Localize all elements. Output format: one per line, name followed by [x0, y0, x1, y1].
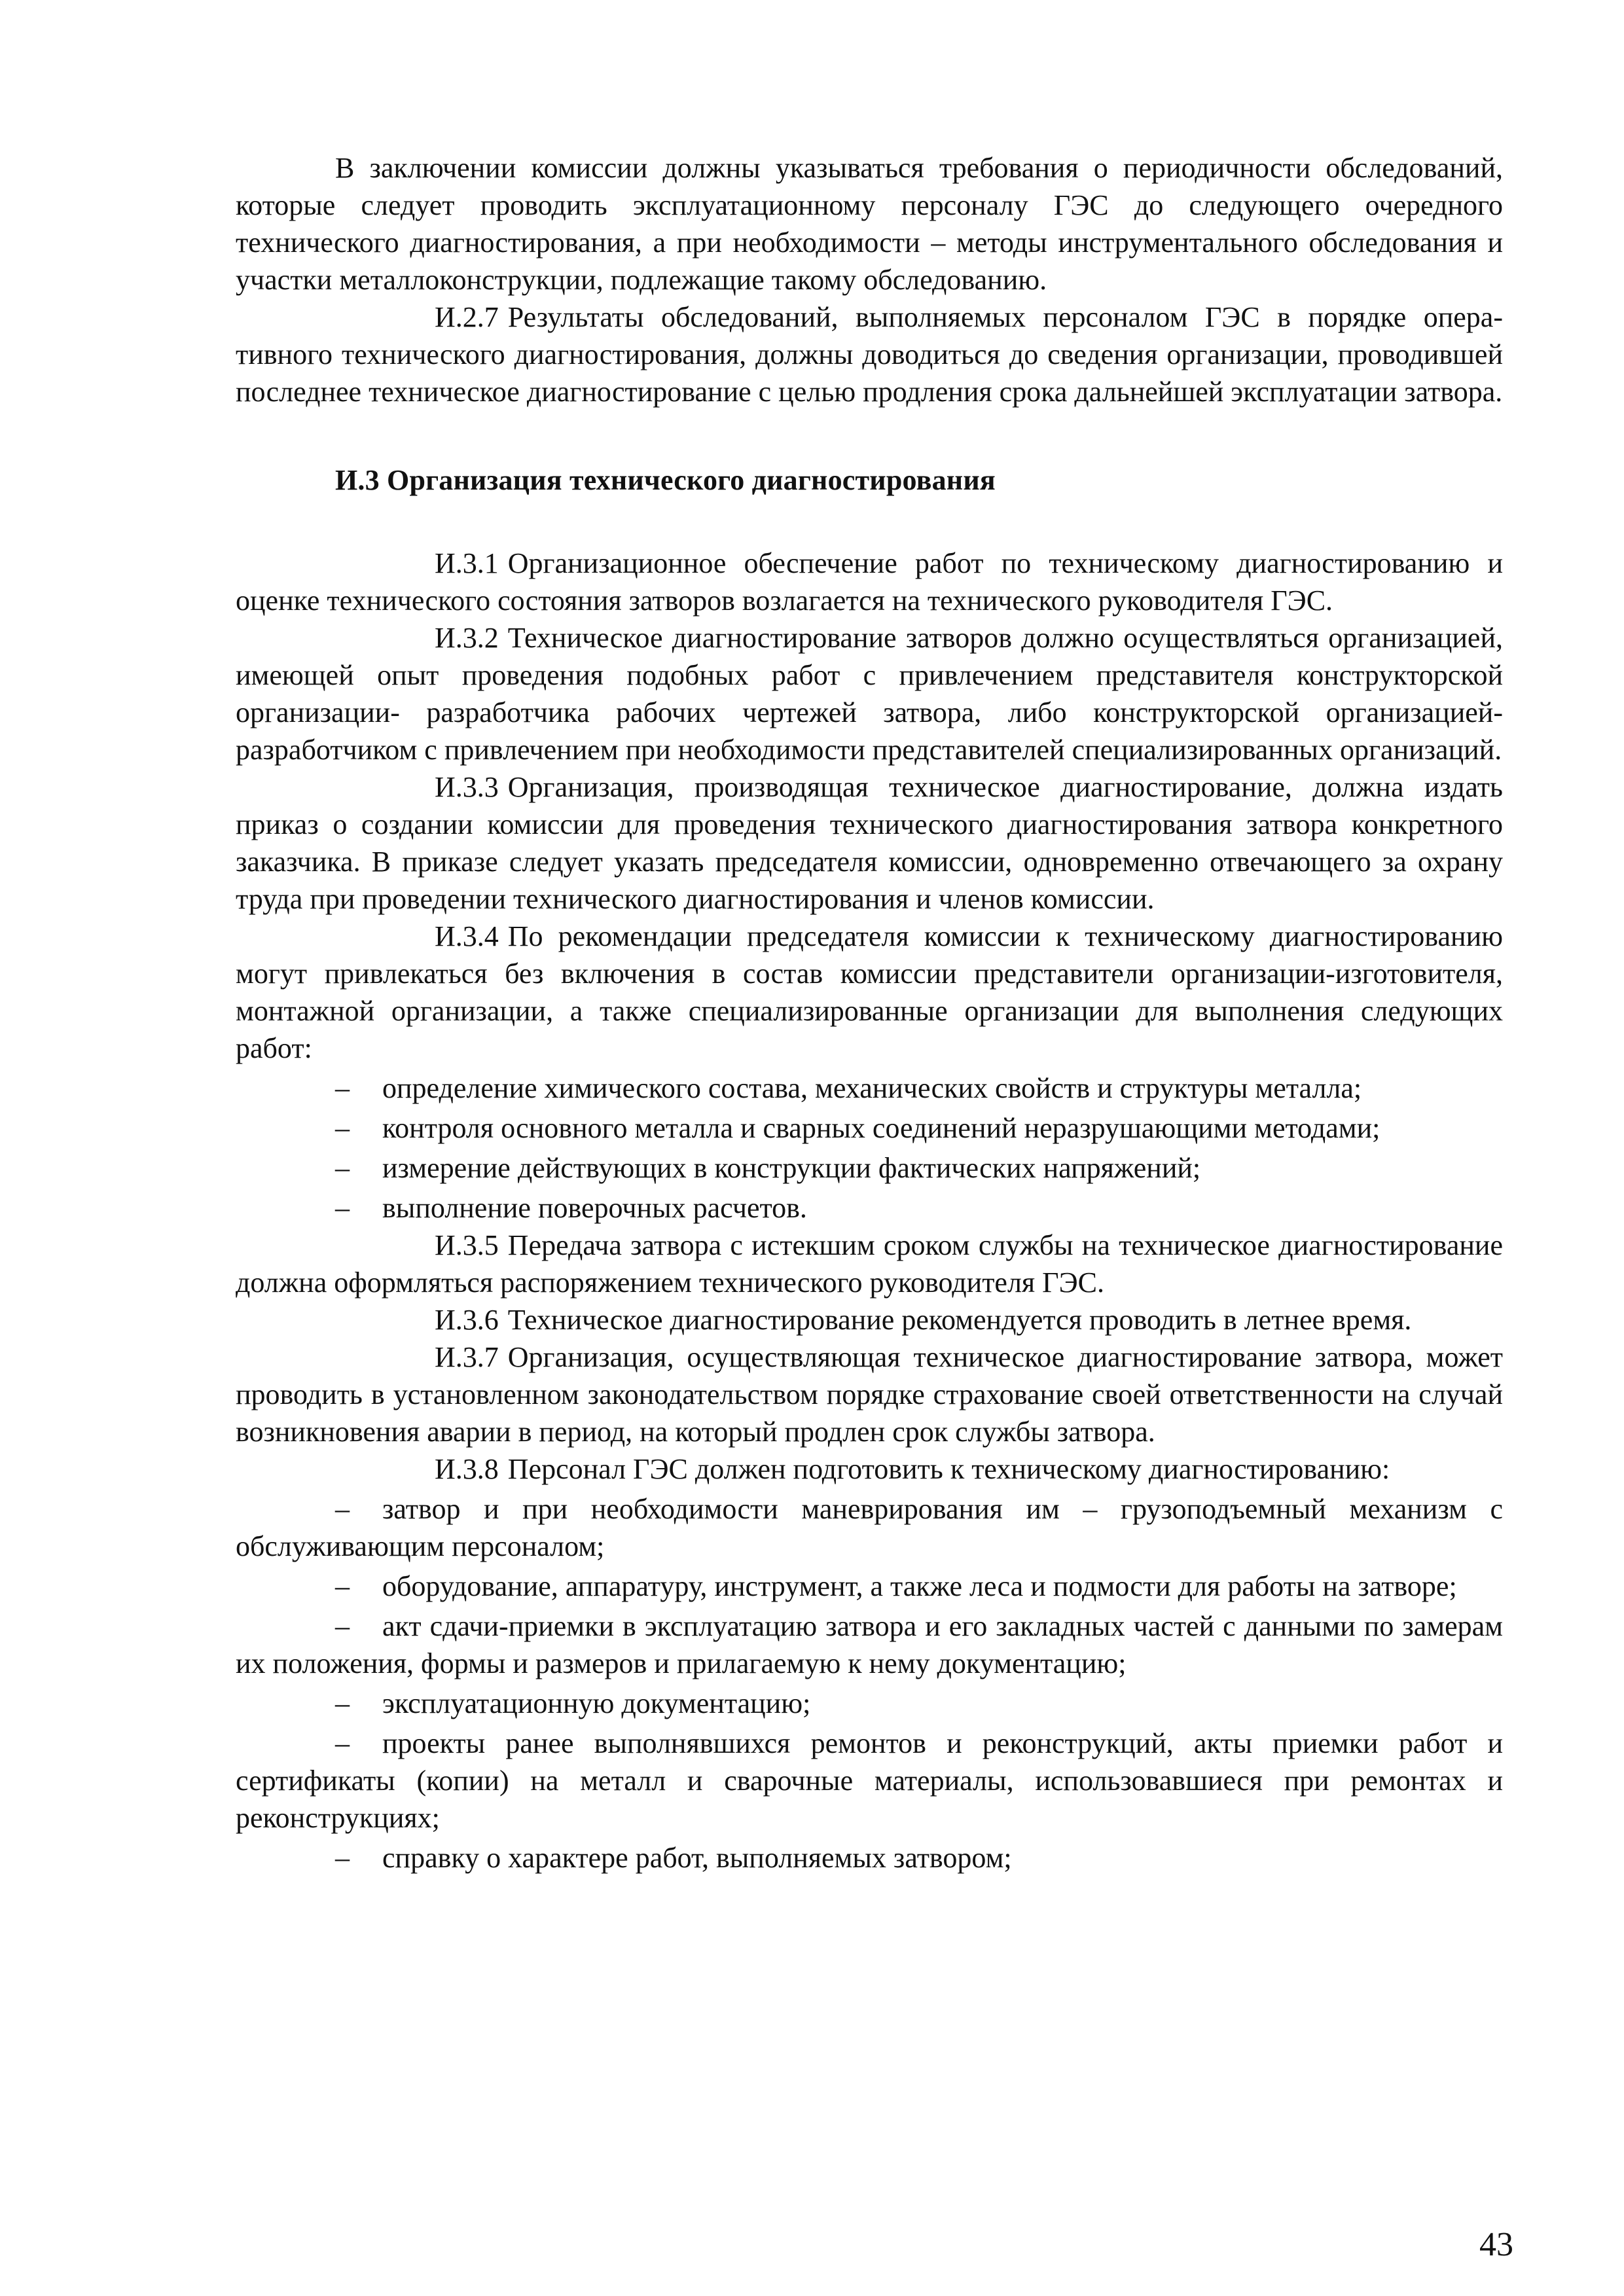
item-3-4: [236, 918, 1503, 1067]
item-3-1: [236, 545, 1503, 619]
item-number: И.3.1: [435, 547, 499, 579]
dash-marker: –: [335, 1072, 350, 1104]
dash-marker: –: [335, 1610, 350, 1642]
item-2-7: [236, 298, 1503, 410]
item-text: Организация, осуществляющая техническое диагностирование затвора, может проводить в установленном законодательством порядке страхование своей ответственности на случай возникновения аварии в период, на который продлен срок службы затвора.: [236, 1341, 1503, 1448]
list-item-text: справку о характере работ, выполняемых затвором;: [382, 1842, 1012, 1874]
item-number: И.2.7: [435, 301, 499, 333]
item-number: И.3.7: [435, 1341, 499, 1373]
list-item: [236, 1189, 1503, 1227]
item-number: И.3.2: [435, 622, 499, 654]
item-number: И.3.5: [435, 1229, 499, 1261]
item-3-2: [236, 619, 1503, 768]
dash-marker: –: [335, 1493, 350, 1525]
section-heading: И.3 Организация технического диагностирования: [335, 464, 996, 496]
list-item: [236, 1725, 1503, 1837]
item-text: По рекомендации председателя комиссии к техническому диагностированию могут привлекаться без включения в состав комиссии представители организации-изготовителя, монтажной организации, а также специализированные организации для выполнения следующих работ:: [236, 920, 1503, 1064]
list-item-text: акт сдачи-приемки в эксплуатацию затвора и его закладных частей с данными по замерам их положения, формы и размеров и прилагаемую к нему документацию;: [236, 1610, 1503, 1679]
list-item: [236, 1839, 1503, 1876]
item-number: И.3.6: [435, 1304, 499, 1336]
dash-marker: –: [335, 1112, 350, 1144]
dash-marker: –: [335, 1192, 350, 1224]
item-3-3: [236, 768, 1503, 918]
item-text: Организация, производящая техническое диагностирование, должна издать приказ о создании комиссии для проведения технического диагностирования затвора конкретного заказчика. В приказе следует указать председателя комиссии, одновременно отвечающего за охрану труда при проведении технического диагностирования и членов комиссии.: [236, 771, 1503, 915]
list-item-text: затвор и при необходимости маневрирования им – грузоподъемный механизм с обслуживающим персоналом;: [236, 1493, 1503, 1562]
list-item: [236, 1607, 1503, 1682]
item-text: Передача затвора с истекшим сроком службы на техническое диагностирование должна оформляться распоряжением технического руководителя ГЭС.: [236, 1229, 1503, 1299]
list-item: [236, 1490, 1503, 1565]
item-number: И.3.4: [435, 920, 499, 952]
item-text: Организационное обеспечение работ по техническому диагностированию и оценке технического состояния затворов возлагается на технического руководителя ГЭС.: [236, 547, 1503, 617]
item-3-8: [236, 1450, 1503, 1488]
paragraph-intro: В заключении комиссии должны указываться требования о периодичности обследований, которые следует проводить эксплуатационному персоналу ГЭС до следующего очередного технического диагностирования, а при необходимости – методы инструментального обследования и участки металлоконструкции, подлежащие такому обследованию.: [236, 152, 1503, 296]
item-text: Техническое диагностирование затворов должно осуществляться организацией, имеющей опыт проведения подобных работ с привлечением представителя конструкторской организации- разработчика рабочих чертежей затвора, либо конструкторской организацией-разработчиком с привлечением при необходимости представителей специализированных организаций.: [236, 622, 1503, 766]
item-3-5: [236, 1227, 1503, 1301]
list-item: [236, 1149, 1503, 1187]
list-item-text: эксплуатационную документацию;: [382, 1687, 811, 1719]
list-item-text: выполнение поверочных расчетов.: [382, 1192, 807, 1224]
page-body: [236, 149, 1503, 1876]
list-item-text: проекты ранее выполнявшихся ремонтов и реконструкций, акты приемки работ и сертификаты (копии) на металл и сварочные материалы, использовавшиеся при ремонтах и реконструкциях;: [236, 1727, 1503, 1834]
list-item: [236, 1568, 1503, 1605]
dash-marker: –: [335, 1842, 350, 1874]
item-text: Персонал ГЭС должен подготовить к техническому диагностированию:: [507, 1453, 1390, 1485]
list-item-text: определение химического состава, механических свойств и структуры металла;: [382, 1072, 1362, 1104]
dash-marker: –: [335, 1687, 350, 1719]
list-item: [236, 1069, 1503, 1107]
page-number: 43: [1479, 2226, 1513, 2263]
list-item-text: измерение действующих в конструкции фактических напряжений;: [382, 1152, 1201, 1184]
item-number: И.3.3: [435, 771, 499, 803]
list-item-text: оборудование, аппаратуру, инструмент, а также леса и подмости для работы на затворе;: [382, 1570, 1457, 1602]
dash-marker: –: [335, 1152, 350, 1184]
item-text: Техническое диагностирование рекомендуется проводить в летнее время.: [507, 1304, 1412, 1336]
list-item: [236, 1685, 1503, 1722]
item-number: И.3.8: [435, 1453, 499, 1485]
list-item: [236, 1109, 1503, 1147]
item-text: Результаты обследований, выполняемых персоналом ГЭС в порядке оперативного технического диагностирования, должны доводиться до сведения организации, проводившей последнее техническое диагностирование с целью продления срока дальнейшей эксплуатации затвора.: [236, 301, 1503, 408]
item-3-7: [236, 1338, 1503, 1450]
dash-marker: –: [335, 1570, 350, 1602]
item-3-6: [236, 1301, 1503, 1338]
dash-marker: –: [335, 1727, 350, 1759]
list-item-text: контроля основного металла и сварных соединений неразрушающими методами;: [382, 1112, 1380, 1144]
